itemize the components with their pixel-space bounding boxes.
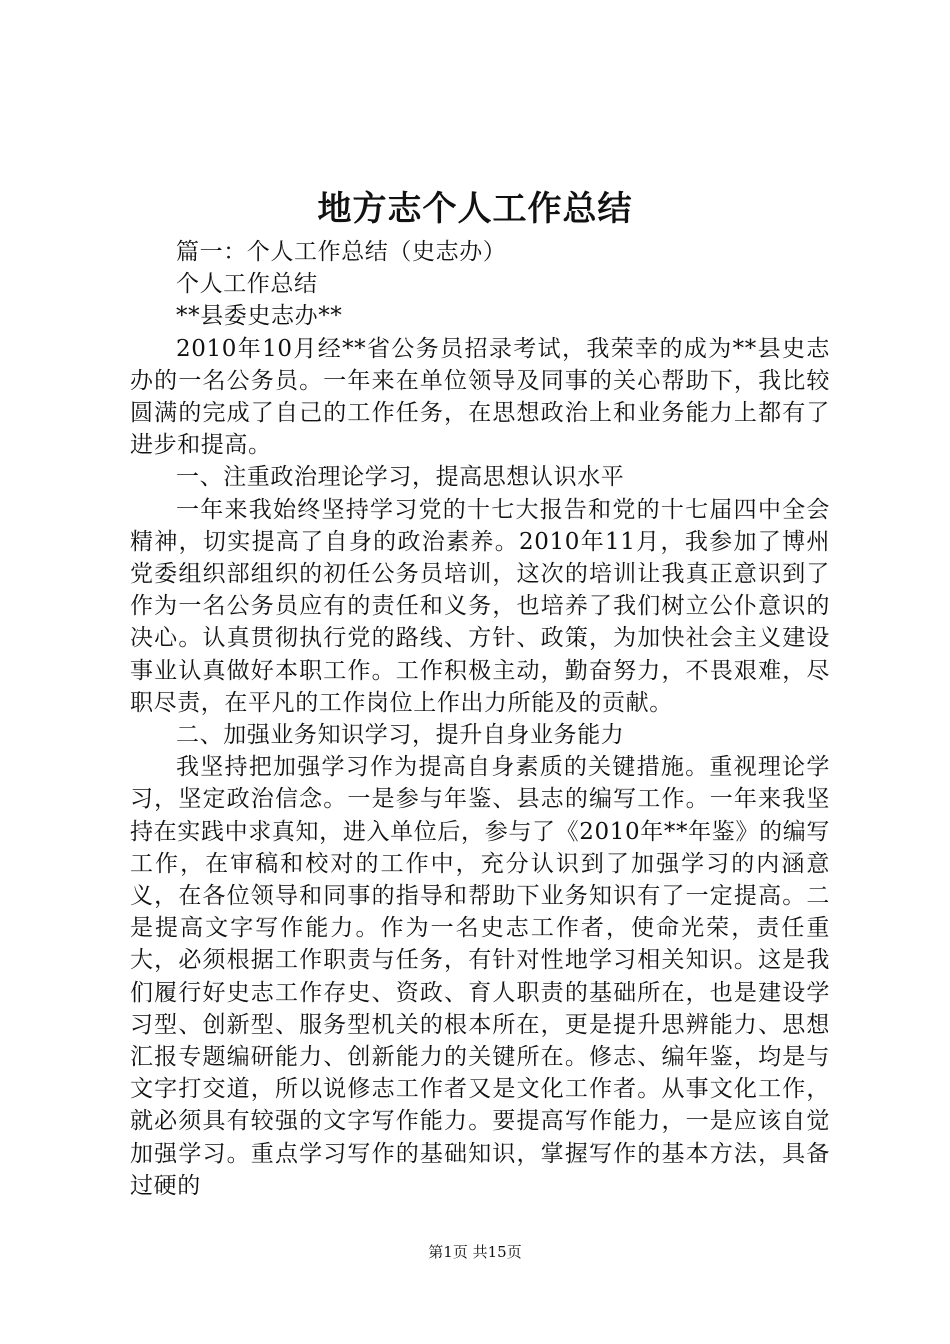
page-number-footer: 第1页 共15页 <box>428 1243 522 1261</box>
paragraph-section-heading: 篇一：个人工作总结（史志办） <box>176 239 507 265</box>
paragraph-author: **县委史志办** <box>176 303 343 330</box>
paragraph-heading-one: 一、注重政治理论学习，提高思想认识水平 <box>176 464 625 491</box>
paragraph-intro: 2010年10月经**省公务员招录考试，我荣幸的成为**县史志办的一名公务员。一年来在单位领导及同事的关心帮助下，我比较圆满的完成了自己的工作任务，在思想政治上和业务能力上都有了进步和提高。 <box>130 335 830 459</box>
paragraph-body-one: 一年来我始终坚持学习党的十七大报告和党的十七届四中全会精神，切实提高了自身的政治素养。2010年11月，我参加了博州党委组织部组织的初任公务员培训，这次的培训让我真正意识到了作为一名公务员应有的责任和义务，也培养了我们树立公仆意识的决心。认真贯彻执行党的路线、方针、政策，为加快社会主义建设事业认真做好本职工作。工作积极主动，勤奋努力，不畏艰难，尽职尽责，在平凡的工作岗位上作出力所能及的贡献。 <box>130 496 830 716</box>
document-body <box>130 236 830 1202</box>
document-title: 地方志个人工作总结 <box>317 189 633 229</box>
paragraph-heading-two: 二、加强业务知识学习，提升自身业务能力 <box>176 722 625 749</box>
paragraph-subtitle: 个人工作总结 <box>176 271 318 298</box>
paragraph-body-two: 我坚持把加强学习作为提高自身素质的关键措施。重视理论学习，坚定政治信念。一是参与年鉴、县志的编写工作。一年来我坚持在实践中求真知，进入单位后，参与了《2010年**年鉴》的编写工作，在审稿和校对的工作中，充分认识到了加强学习的内涵意义，在各位领导和同事的指导和帮助下业务知识有了一定提高。二是提高文字写作能力。作为一名史志工作者，使命光荣，责任重大，必须根据工作职责与任务，有针对性地学习相关知识。这是我们履行好史志工作存史、资政、育人职责的基础所在，也是建设学习型、创新型、服务型机关的根本所在，更是提升思辨能力、思想汇报专题编研能力、创新能力的关键所在。修志、编年鉴，均是与文字打交道，所以说修志工作者又是文化工作者。从事文化工作，就必须具有较强的文字写作能力。要提高写作能力，一是应该自觉加强学习。重点学习写作的基础知识，掌握写作的基本方法，具备过硬的 <box>130 754 830 1199</box>
